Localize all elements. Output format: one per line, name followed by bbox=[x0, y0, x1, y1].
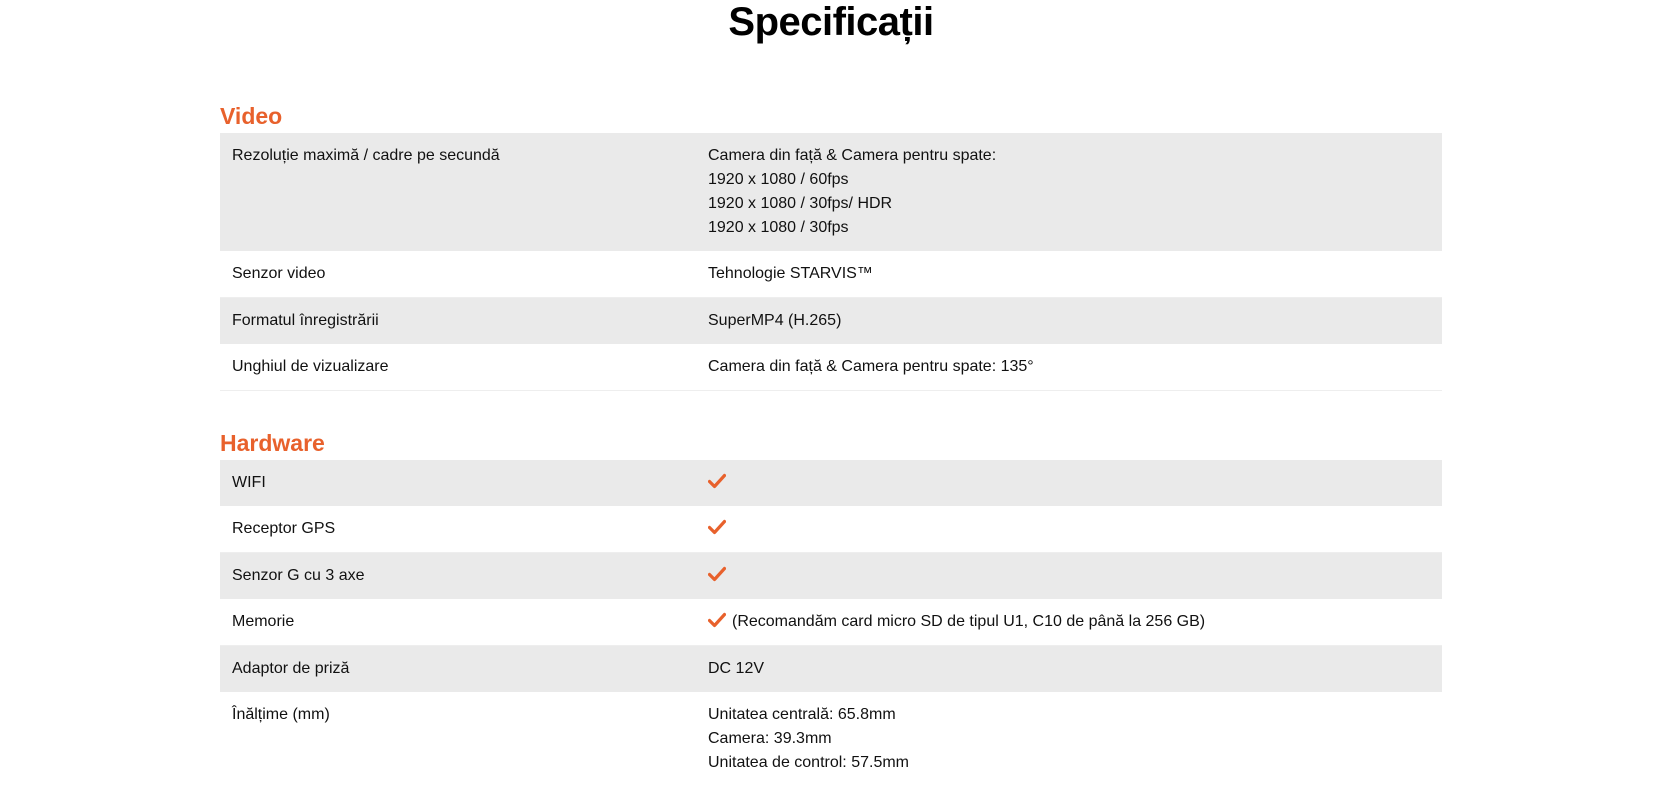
section-title-hardware: Hardware bbox=[220, 430, 325, 456]
spec-label: Formatul înregistrării bbox=[232, 312, 379, 329]
spec-label: WIFI bbox=[232, 474, 266, 491]
spec-value bbox=[708, 553, 1442, 599]
spec-value-line: Unitatea centrală: 65.8mm bbox=[708, 706, 896, 723]
checkmark-icon bbox=[708, 473, 726, 489]
spec-value bbox=[708, 460, 1442, 506]
spec-value: Camera din față & Camera pentru spate: 135° bbox=[708, 358, 1034, 375]
hardware-section bbox=[220, 428, 1442, 786]
spec-row bbox=[220, 344, 1442, 391]
spec-row bbox=[220, 553, 1442, 599]
spec-note: (Recomandăm card micro SD de tipul U1, C10 de până la 256 GB) bbox=[732, 613, 1206, 630]
spec-row bbox=[220, 646, 1442, 692]
spec-label: Memorie bbox=[232, 613, 295, 630]
spec-value bbox=[708, 506, 1442, 552]
checkmark-icon bbox=[708, 566, 726, 582]
spec-value-line: Unitatea de control: 57.5mm bbox=[708, 754, 909, 771]
spec-value-line: Camera din față & Camera pentru spate: bbox=[708, 147, 997, 164]
spec-value bbox=[708, 599, 1442, 645]
spec-label: Rezoluție maximă / cadre pe secundă bbox=[232, 147, 500, 164]
spec-label: Înălțime (mm) bbox=[232, 706, 330, 723]
spec-value-line: Camera: 39.3mm bbox=[708, 730, 832, 747]
section-title-video: Video bbox=[220, 103, 283, 129]
spec-label: Receptor GPS bbox=[232, 520, 336, 537]
checkmark-icon bbox=[708, 519, 726, 535]
page-title: Specificații bbox=[728, 0, 934, 44]
spec-row bbox=[220, 506, 1442, 553]
spec-value-line: 1920 x 1080 / 30fps/ HDR bbox=[708, 195, 893, 212]
spec-label: Adaptor de priză bbox=[232, 660, 350, 677]
spec-row bbox=[220, 298, 1442, 344]
spec-label: Senzor G cu 3 axe bbox=[232, 567, 365, 584]
spec-value: Tehnologie STARVIS™ bbox=[708, 265, 873, 282]
spec-value bbox=[708, 133, 1442, 251]
spec-label: Senzor video bbox=[232, 265, 326, 282]
checkmark-icon bbox=[708, 612, 726, 628]
spec-row bbox=[220, 599, 1442, 646]
spec-value: SuperMP4 (H.265) bbox=[708, 312, 842, 329]
spec-value bbox=[708, 692, 1442, 786]
spec-label: Unghiul de vizualizare bbox=[232, 358, 389, 375]
video-section bbox=[220, 101, 1442, 391]
spec-row bbox=[220, 133, 1442, 251]
spec-row bbox=[220, 460, 1442, 506]
spec-value-line: 1920 x 1080 / 30fps bbox=[708, 219, 849, 236]
spec-row bbox=[220, 251, 1442, 298]
spec-row bbox=[220, 692, 1442, 786]
spec-value: DC 12V bbox=[708, 660, 765, 677]
spec-value-line: 1920 x 1080 / 60fps bbox=[708, 171, 849, 188]
